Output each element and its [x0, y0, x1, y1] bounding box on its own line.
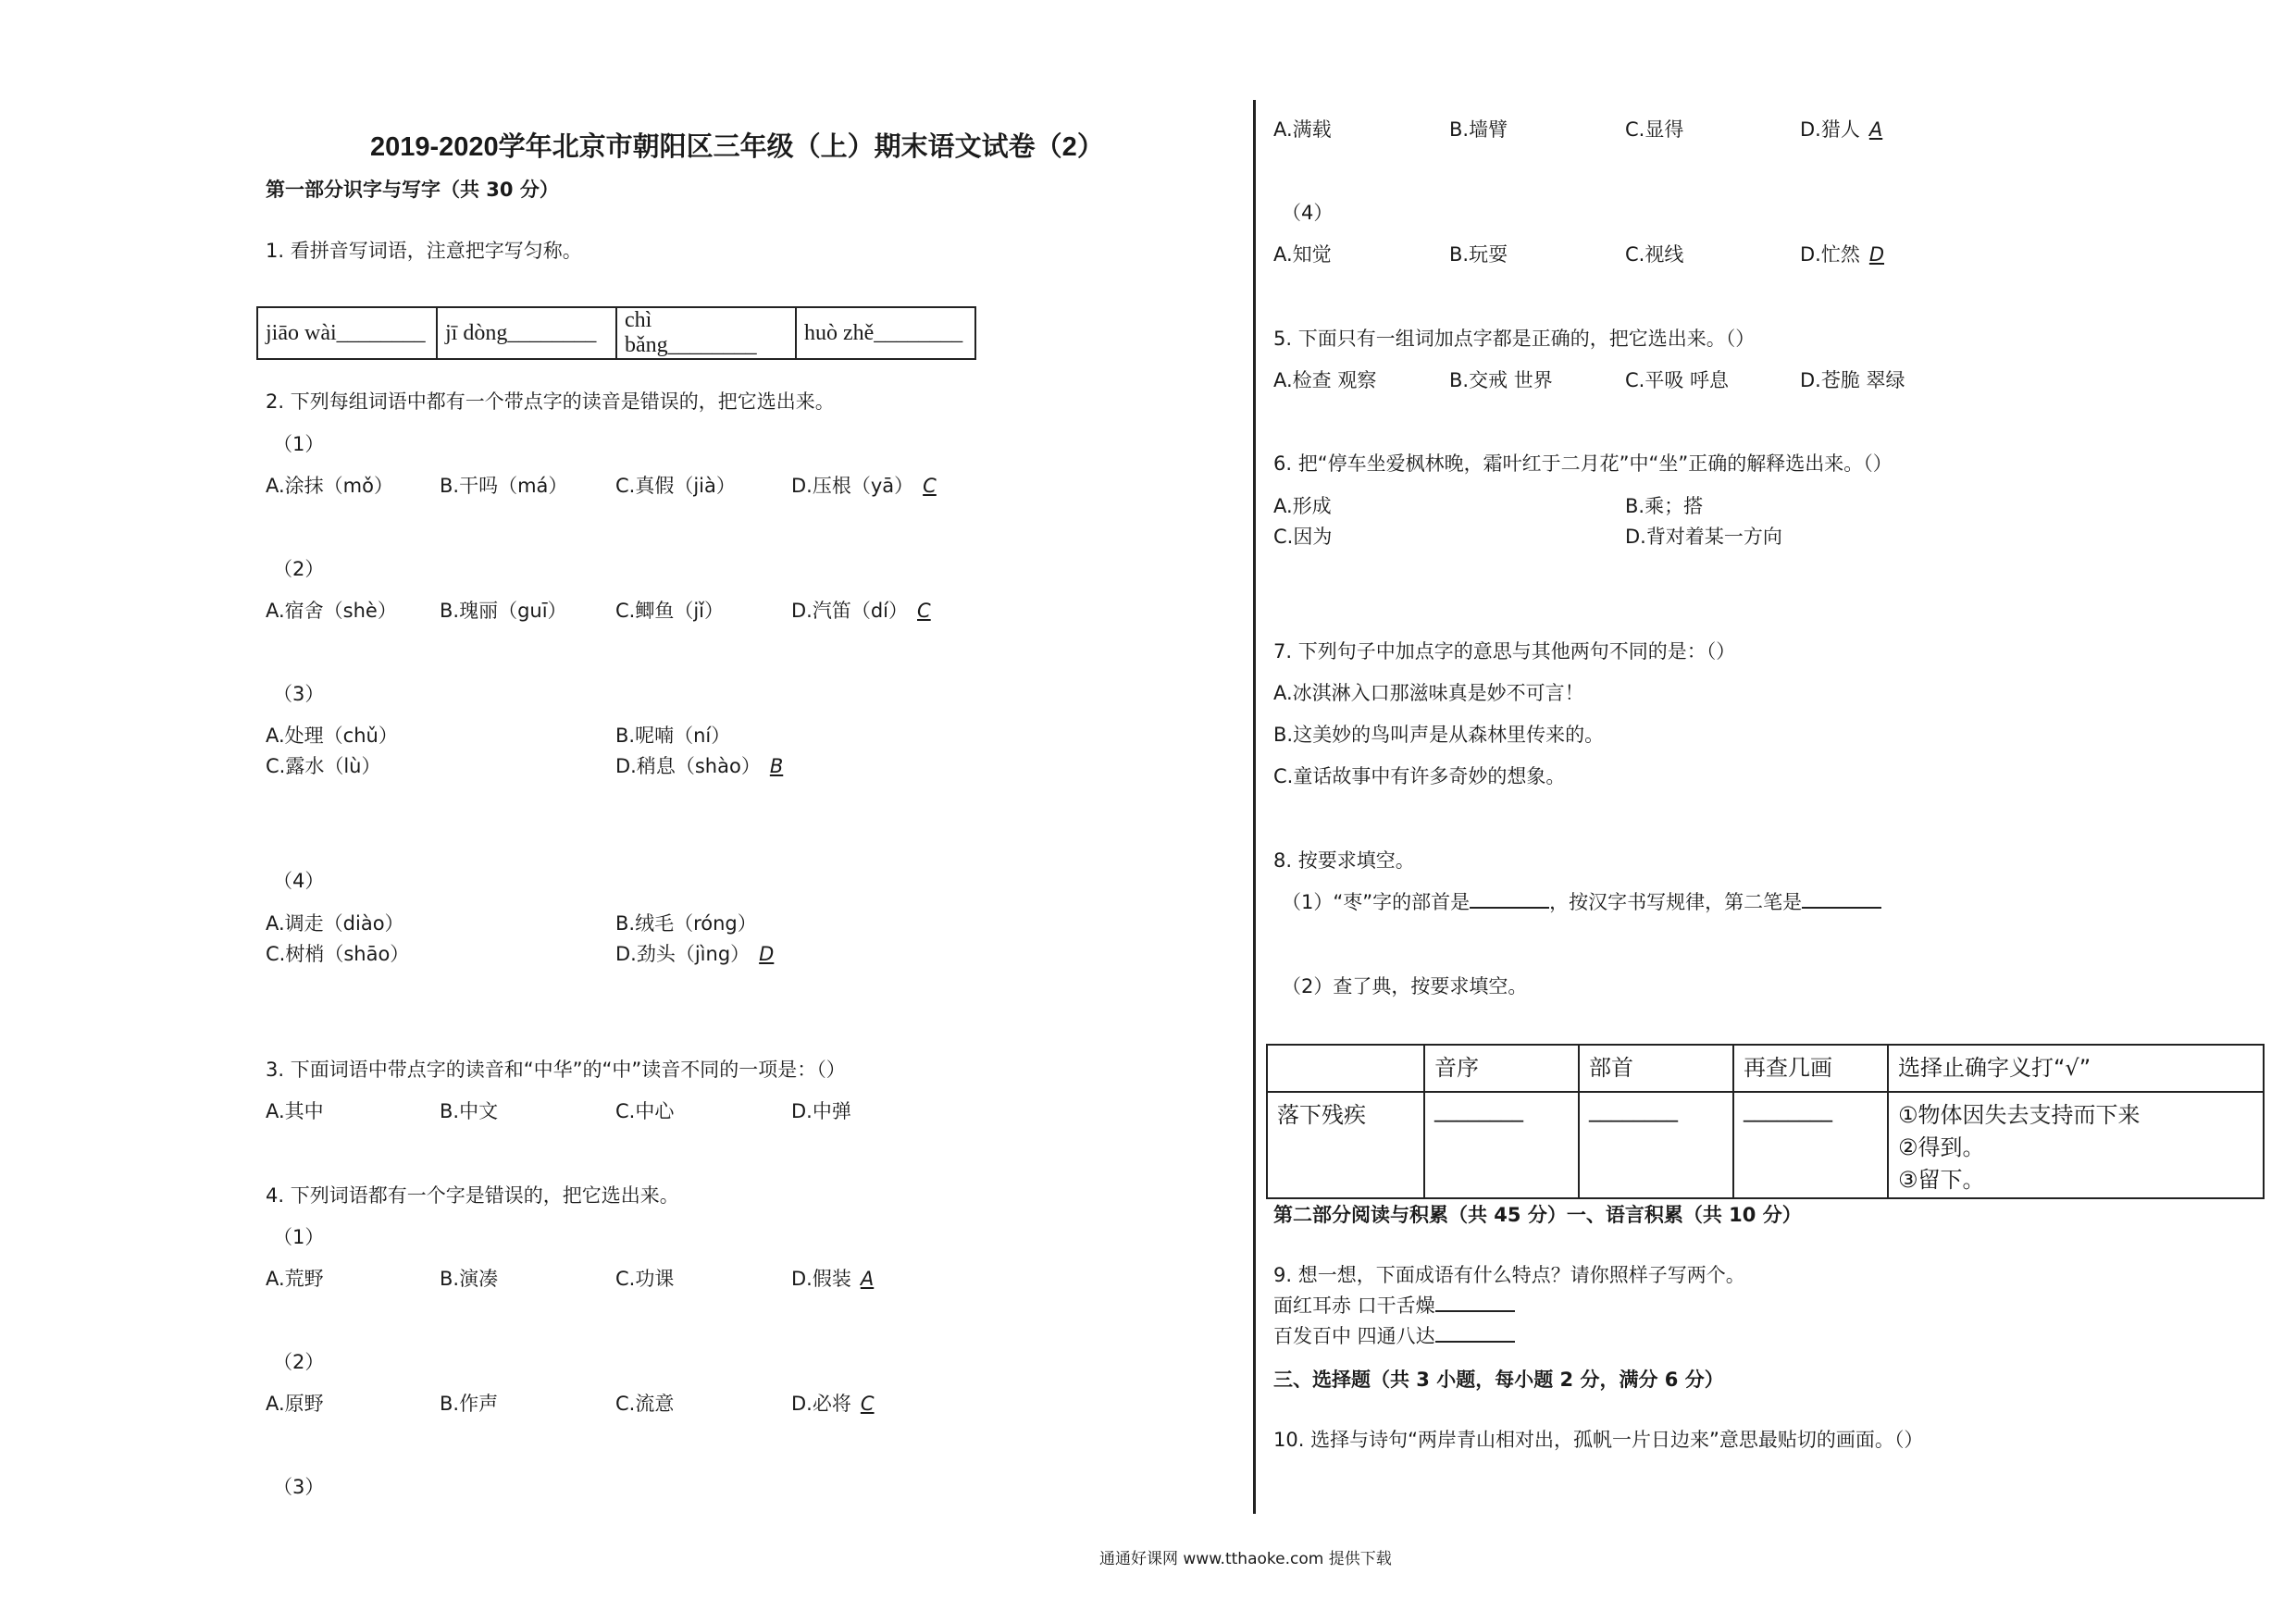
option: A.处理（chǔ） — [266, 725, 398, 747]
table-row-label: 落下残疾 — [1267, 1092, 1424, 1198]
option: B.交戒 世界 — [1449, 369, 1553, 391]
part2-heading: 第二部分阅读与积累（共 45 分）一、语言积累（共 10 分） — [1273, 1204, 1802, 1226]
option-d: D.汽笛（dí） C — [791, 600, 931, 622]
q4-1-label: （1） — [273, 1226, 325, 1248]
option: B.呢喃（ní） — [615, 725, 731, 747]
q4-3-label: （3） — [273, 1476, 325, 1498]
table-header: 部首 — [1579, 1045, 1733, 1092]
option: A.检查 观察 — [1273, 369, 1377, 391]
q8-2: （2）查了典，按要求填空。 — [1282, 975, 1528, 997]
option: C.真假（jià） — [615, 475, 736, 497]
table-header: 音序 — [1424, 1045, 1579, 1092]
option: A.调走（diào） — [266, 912, 404, 935]
q8-1: （1）“枣”字的部首是 ，按汉字书写规律，第二笔是 — [1282, 887, 1881, 915]
answer-blank[interactable] — [1435, 1341, 1515, 1343]
q2-1-label: （1） — [273, 433, 325, 455]
answer-mark: C — [860, 1393, 875, 1415]
option: C.功课 — [615, 1268, 675, 1290]
answer-blank[interactable] — [1435, 1310, 1515, 1312]
footer-text: 通通好课网 www.tthaoke.com 提供下载 — [1099, 1550, 1392, 1568]
q2-2-label: （2） — [273, 558, 325, 580]
option-d: D.压根（yā） C — [791, 475, 937, 497]
pinyin-table — [256, 306, 976, 360]
dictionary-table — [1266, 1044, 2265, 1199]
option: A.形成 — [1273, 495, 1332, 517]
q5-text: 5. 下面只有一组词加点字都是正确的，把它选出来。（） — [1273, 328, 1756, 350]
option-d: D.劲头（jìng） D — [615, 943, 775, 965]
option: C.树梢（shāo） — [266, 943, 410, 965]
q2-4-label: （4） — [273, 870, 325, 892]
option: B.中文 — [440, 1100, 499, 1122]
option-d: D.必将 C — [791, 1393, 875, 1415]
option: C.童话故事中有许多奇妙的想象。 — [1273, 765, 1566, 787]
q4-4-label: （4） — [1282, 202, 1334, 224]
answer-mark: C — [917, 600, 931, 622]
answer-blank[interactable]: ________ — [1424, 1092, 1579, 1198]
section3-heading: 三、选择题（共 3 小题，每小题 2 分，满分 6 分） — [1273, 1369, 1724, 1391]
answer-mark: A — [1868, 118, 1883, 141]
answer-mark: C — [923, 475, 937, 497]
option: A.涂抹（mǒ） — [266, 475, 393, 497]
answer-mark: A — [860, 1268, 875, 1290]
pinyin-cell[interactable]: huò zhě________ — [796, 307, 975, 359]
table-header: 再查几画 — [1733, 1045, 1888, 1092]
answer-blank[interactable] — [1470, 907, 1549, 909]
option: C.显得 — [1625, 118, 1684, 141]
option: C.中心 — [615, 1100, 675, 1122]
option: C.平吸 呼息 — [1625, 369, 1730, 391]
option: D.苍脆 翠绿 — [1800, 369, 1905, 391]
answer-blank[interactable]: ________ — [1733, 1092, 1888, 1198]
option: B.演凑 — [440, 1268, 499, 1290]
option: B.绒毛（róng） — [615, 912, 757, 935]
column-divider — [1253, 100, 1256, 1514]
option: D.背对着某一方向 — [1625, 526, 1782, 548]
option-d: D.忙然 D — [1800, 243, 1885, 266]
option-d: D.假装 A — [791, 1268, 875, 1290]
pinyin-cell[interactable]: jiāo wài________ — [257, 307, 437, 359]
q7-text: 7. 下列句子中加点字的意思与其他两句不同的是：（） — [1273, 640, 1736, 663]
option: B.作声 — [440, 1393, 499, 1415]
option-d: D.稍息（shào） B — [615, 755, 784, 777]
part1-heading: 第一部分识字与写字（共 30 分） — [266, 179, 559, 201]
option: B.这美妙的鸟叫声是从森林里传来的。 — [1273, 724, 1605, 746]
option: C.因为 — [1273, 526, 1333, 548]
table-header: 选择止确字义打“√” — [1888, 1045, 2264, 1092]
answer-blank[interactable] — [1802, 907, 1881, 909]
pinyin-cell[interactable]: chì bǎng________ — [616, 307, 796, 359]
option: A.原野 — [266, 1393, 324, 1415]
option: A.荒野 — [266, 1268, 324, 1290]
option: A.满载 — [1273, 118, 1332, 141]
q9-text: 9. 想一想，下面成语有什么特点？请你照样子写两个。 — [1273, 1264, 1745, 1286]
meaning-item[interactable]: ①物体因失去支持而下来 — [1898, 1102, 2141, 1128]
option: B.玩耍 — [1449, 243, 1508, 266]
option: D.中弹 — [791, 1100, 851, 1122]
q3-text: 3. 下面词语中带点字的读音和“中华”的“中”读音不同的一项是：（） — [266, 1059, 846, 1081]
option: C.露水（lù） — [266, 755, 381, 777]
meaning-item[interactable]: ③留下。 — [1898, 1167, 1985, 1193]
answer-mark: B — [769, 755, 784, 777]
option: C.视线 — [1625, 243, 1684, 266]
option: A.其中 — [266, 1100, 324, 1122]
q8-text: 8. 按要求填空。 — [1273, 849, 1415, 872]
option: C.流意 — [615, 1393, 675, 1415]
q1-text: 1. 看拼音写词语，注意把字写匀称。 — [266, 240, 582, 262]
answer-mark: D — [1868, 243, 1885, 266]
meaning-item[interactable]: ②得到。 — [1898, 1134, 1985, 1160]
answer-mark: D — [759, 943, 775, 965]
option-d: D.猎人 A — [1800, 118, 1883, 141]
q4-2-label: （2） — [273, 1351, 325, 1373]
q9-line2: 百发百中 四通八达 — [1273, 1321, 1515, 1349]
answer-blank[interactable]: ________ — [1579, 1092, 1733, 1198]
q6-text: 6. 把“停车坐爱枫林晚，霜叶红于二月花”中“坐”正确的解释选出来。（） — [1273, 452, 1893, 475]
option: B.干吗（má） — [440, 475, 568, 497]
page-title: 2019-2020学年北京市朝阳区三年级（上）期末语文试卷（2） — [370, 132, 1104, 162]
q10-text: 10. 选择与诗句“两岸青山相对出，孤帆一片日边来”意思最贴切的画面。（） — [1273, 1429, 1924, 1451]
option: B.乘；搭 — [1625, 495, 1704, 517]
option: A.宿舍（shè） — [266, 600, 397, 622]
meaning-list — [1888, 1092, 2264, 1198]
q2-3-label: （3） — [273, 683, 325, 705]
option: A.知觉 — [1273, 243, 1332, 266]
pinyin-cell[interactable]: jī dòng________ — [437, 307, 616, 359]
option: A.冰淇淋入口那滋味真是妙不可言！ — [1273, 682, 1584, 704]
option: B.瑰丽（guī） — [440, 600, 567, 622]
q9-line1: 面红耳赤 口干舌燥 — [1273, 1291, 1515, 1319]
q2-text: 2. 下列每组词语中都有一个带点字的读音是错误的，把它选出来。 — [266, 390, 835, 413]
table-header — [1267, 1045, 1424, 1092]
option: B.墙臂 — [1449, 118, 1508, 141]
q4-text: 4. 下列词语都有一个字是错误的，把它选出来。 — [266, 1184, 679, 1207]
option: C.鲫鱼（jǐ） — [615, 600, 725, 622]
